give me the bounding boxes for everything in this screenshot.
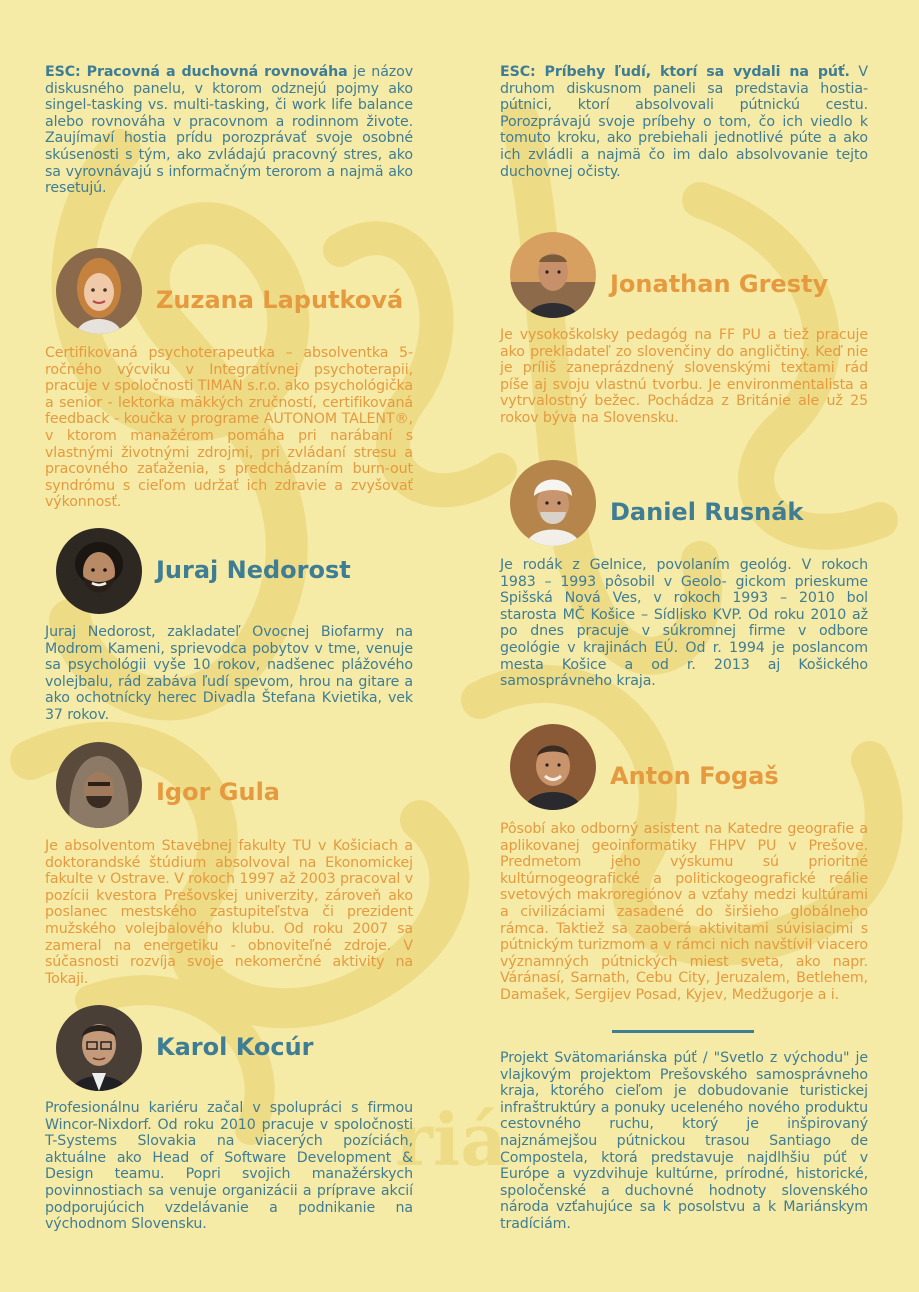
speaker-anton-fogas	[510, 724, 870, 812]
hooded-man-portrait-icon	[56, 742, 142, 828]
speaker-bio: Je absolventom Stavebnej fakulty TU v Košiciach a doktorandské štúdium absolvoval na Ekonomickej fakulte v Ostrave. V rokoch 1997 až 2003 pracoval v pozícii kvestora Prešovskej univerzity, zároveň ako poslanec mestského zastupiteľstva či prezident mužského volejbalového klubu. Od roku 2007 sa zameral na energetiku - obnoviteľné zdroje. V súčasnosti rozvíja svoje nekomerčné aktivity na Tokaji.	[45, 838, 413, 987]
watermark-fragment: riá	[395, 1097, 507, 1182]
speaker-name: Anton Fogaš	[610, 762, 779, 790]
section-divider	[612, 1030, 754, 1033]
speaker-bio-igor	[45, 838, 413, 987]
speaker-igor-gula	[56, 742, 416, 830]
bearded-man-portrait-icon	[56, 528, 142, 614]
speaker-name: Jonathan Gresty	[610, 270, 829, 298]
man-glasses-portrait-icon	[56, 1005, 142, 1091]
speaker-name: Igor Gula	[156, 778, 280, 806]
panel-title: ESC: Pracovná a duchovná rovnováha	[45, 64, 348, 80]
speaker-bio-anton	[500, 821, 868, 1004]
woman-portrait-icon	[56, 248, 142, 334]
speaker-bio-jonathan	[500, 327, 868, 427]
speaker-karol-kocur	[56, 1005, 416, 1093]
project-text: Projekt Svätomariánska púť / "Svetlo z východu" je vlajkovým projektom Prešovského samosprávneho kraja, ktorého cieľom je dobudovanie turistickej infraštruktúry a ponuky uceleného nového produktu cestovného ruchu, ktorý je inšpirovaný najznámejšou pútnickou trasou Santiago de Compostela, ktorá predstavuje najdlhšiu púť v Európe a vyzdvihuje kultúrne, prírodné, historické, spoločenské a duchovné hodnoty slovenského národa vzťahujúce sa k posolstvu a k Mariánskym tradíciám.	[500, 1050, 868, 1232]
smiling-man-portrait-icon	[510, 724, 596, 810]
speaker-bio: Pôsobí ako odborný asistent na Katedre geografie a aplikovanej geoinformatiky FHPV PU v Prešove. Predmetom jeho výskumu sú prioritné kultúrnogeografické a politickogeografické reálie svetových makroregiónov a vzťahy medzi kultúrami a civilizáciami zasadené do širšieho globálneho rámca. Taktiež sa zaoberá aktivitami súvisiacimi s pútnickým turizmom a v rámci nich navštívil viacero významných pútnických miest sveta, ako napr. Váránasí, Sarnath, Cebu City, Jeruzalem, Betlehem, Damašek, Sergijev Posad, Kyjev, Medžugorje a i.	[500, 821, 868, 1003]
speaker-bio-karol	[45, 1100, 413, 1233]
speaker-bio: Je vysokoškolsky pedagóg na FF PU a tiež pracuje ako prekladateľ zo slovenčiny do angličtiny. Keď nie je príliš zaneprázdnený slovenskými textami rád píše aj svoju vlastnú tvorbu. Je environmentalista a vytrvalostný bežec. Pochádza z Británie ale už 25 rokov býva na Slovensku.	[500, 327, 868, 426]
panel-title: ESC: Príbehy ľudí, ktorí sa vydali na púť.	[500, 64, 850, 80]
speaker-name: Zuzana Laputková	[156, 286, 404, 314]
speaker-bio: Certifikovaná psychoterapeutka – absolventka 5-ročného výcviku v Integratívnej psychoterapii, pracuje v spoločnosti TIMAN s.r.o. ako psychológička a senior - lektorka mäkkých zručností, certifikovaná feedback - koučka v programe AUTONOM TALENT®, v ktorom manažérom pomáha pri narábaní s vlastnými životnými zdrojmi, pri zvládaní stresu a pracovného zaťaženia, s predchádzaním burn-out syndrómu s cieľom udržať ich zdravie a zvyšovať výkonnosť.	[45, 345, 413, 511]
panel-intro-1	[45, 64, 413, 197]
speaker-bio: Je rodák z Gelnice, povolaním geológ. V rokoch 1983 – 1993 pôsobil v Geolo- gickom prieskume Spišská Nová Ves, v rokoch 1993 – 2010 bol starosta MČ Košice – Sídlisko KVP. Od roku 2010 až po dnes pracuje v súkromnej firme v odbore geológie v krajinách EÚ. Od r. 1994 je poslancom mesta Košice a od r. 2013 aj Košického samosprávneho kraja.	[500, 557, 868, 690]
speaker-bio: Profesionálnu kariéru začal v spolupráci s firmou Wincor-Nixdorf. Od roku 2010 pracuje v spoločnosti T-Systems Slovakia na viacerých pozíciách, aktuálne ako Head of Software Development & Design teamu. Popri svojich manažérskych povinnostiach sa venuje organizácii a príprave akcií podporujúcich vzdelávanie a podnikanie na východnom Slovensku.	[45, 1100, 413, 1233]
speaker-bio: Juraj Nedorost, zakladateľ Ovocnej Biofarmy na Modrom Kameni, sprievodca pobytov v tme, venuje sa psychológii vyše 10 rokov, nadšenec plážového volejbalu, rád zabáva ľudí spevom, hrou na gitare a ako ochotnícky herec Divadla Štefana Kvietika, vek 37 rokov.	[45, 624, 413, 723]
speaker-juraj-nedorost	[56, 528, 416, 616]
speaker-zuzana-laputkova	[56, 248, 416, 336]
speaker-name: Juraj Nedorost	[156, 556, 351, 584]
speaker-name: Karol Kocúr	[156, 1033, 314, 1061]
panel-text: ESC: Príbehy ľudí, ktorí sa vydali na púť. V druhom diskusnom paneli sa predstavia hostia-pútnici, ktorí absolvovali pútnickú cestu. Porozprávajú svoje príbehy o tom, čo ich viedlo k tomuto kroku, ako prebiehali jednotlivé púte a ako ich zvládli a najmä čo im dalo absolvovanie tejto duchovnej očisty.	[500, 64, 869, 180]
speaker-bio-daniel	[500, 557, 868, 690]
man-white-cap-portrait-icon	[510, 460, 596, 546]
man-outdoor-portrait-icon	[510, 232, 596, 318]
speaker-bio-juraj	[45, 624, 413, 724]
speaker-jonathan-gresty	[510, 232, 870, 320]
project-description	[500, 1050, 868, 1233]
speaker-name: Daniel Rusnák	[610, 498, 804, 526]
panel-intro-2	[500, 64, 868, 180]
speaker-bio-zuzana	[45, 345, 413, 511]
speaker-daniel-rusnak	[510, 460, 870, 548]
panel-text: ESC: Pracovná a duchovná rovnováha je názov diskusného panelu, v ktorom odznejú pojmy ako singel-tasking vs. multi-tasking, či work life balance alebo rovnováha v pracovnom a rodinnom živote. Zaujímaví hostia prídu porozprávať svoje osobné skúsenosti s tým, ako zvládajú pracovný stres, ako sa vyrovnávajú s informačným terorom a najmä ako resetujú.	[45, 64, 414, 197]
